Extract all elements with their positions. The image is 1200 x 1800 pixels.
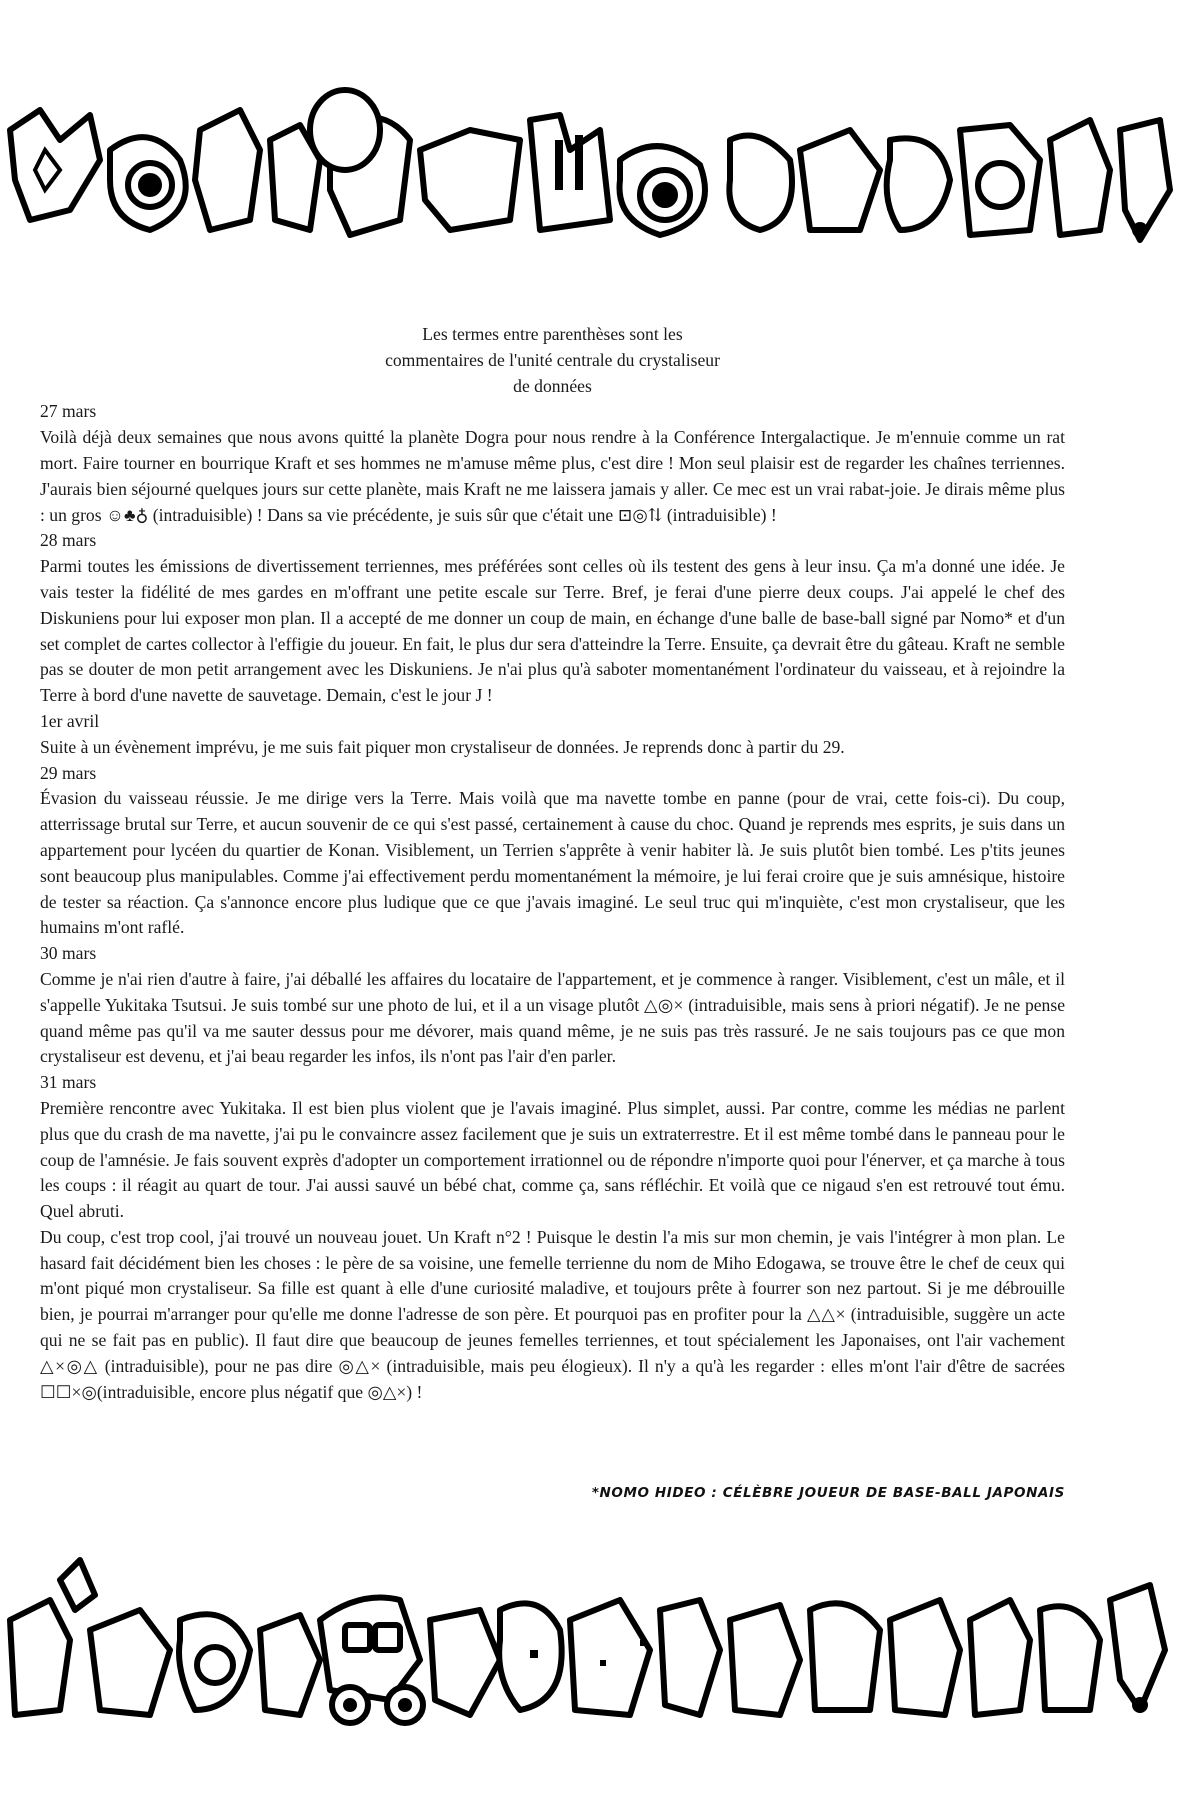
entry-date: 30 mars — [40, 943, 97, 964]
journal-text — [40, 322, 1065, 1405]
intro-line: de données — [513, 375, 592, 396]
intro-line: commentaires de l'unité centrale du crystaliseur — [385, 349, 720, 370]
entry-paragraph: Suite à un évènement imprévu, je me suis fait piquer mon crystaliseur de données. Je reprends donc à partir du 29. — [40, 736, 845, 757]
entry-paragraph: Du coup, c'est trop cool, j'ai trouvé un nouveau jouet. Un Kraft n°2 ! Puisque le destin l'a mis sur mon chemin, je vais l'intégrer à mon plan. Le hasard fait décidément bien les choses : le père de sa voisine, une femelle terrienne du nom de Miho Edogawa, se trouve être le chef de ceux qui m'ont piqué mon crystaliseur. Sa fille est quant à elle d'une curiosité maladive, et toujours prête à fourrer son nez partout. Si je me débrouille bien, je pourrai m'arranger pour qu'elle me donne l'adresse de son père. Et pourquoi pas en profiter pour la △△× (intraduisible, suggère un acte qui ne se fait pas en public). Il faut dire que beaucoup de jeunes femelles terriennes, et tout spécialement les Japonaises, ont l'air vachement △×◎△ (intraduisible), pour ne pas dire ◎△× (intraduisible, mais peu élogieux). Il n'y a qu'à les regarder : elles m'ont l'air d'être de sacrées ☐☐×◎(intraduisible, encore plus négatif que ◎△×) ! — [40, 1226, 1065, 1402]
entry-paragraph: Voilà déjà deux semaines que nous avons quitté la planète Dogra pour nous rendre à la Conférence Intergalactique. Je m'ennuie comme un rat mort. Faire tourner en bourrique Kraft et ses hommes ne m'amuse même plus, c'est dire ! Mon seul plaisir est de regarder les chaînes terriennes. J'aurais bien séjourné quelques jours sur cette planète, mais Kraft ne me laissera jamais y aller. Ce mec est un vrai rabat-joie. Je dirais même plus : un gros ☺♣♁ (intraduisible) ! Dans sa vie précédente, je suis sûr que c'était une ⊡◎⇅ (intraduisible) ! — [40, 427, 1065, 525]
top-doodle-art — [0, 70, 1200, 255]
entry-date: 29 mars — [40, 762, 97, 783]
entry-date: 1er avril — [40, 710, 100, 731]
entry-date: 31 mars — [40, 1072, 97, 1093]
entry-date: 27 mars — [40, 401, 97, 422]
intro-note — [293, 322, 813, 399]
entry-paragraph: Parmi toutes les émissions de divertissement terriennes, mes préférées sont celles où ils testent des gens à leur insu. Ça m'a donné une idée. Je vais tester la fidélité de mes gardes en m'offrant une petite escale sur Terre. Bref, je ferai d'une pierre deux coups. J'ai appelé le chef des Diskuniens pour lui exposer mon plan. Il a accepté de me donner un coup de main, en échange d'une balle de base-ball signé par Nomo* et d'un set complet de cartes collector à l'effigie du joueur. En fait, le plus dur sera d'atteindre la Terre. Ensuite, ça devrait être du gâteau. Kraft ne semble pas se douter de mon petit arrangement avec les Diskuniens. Je n'ai plus qu'à saboter momentanément l'ordinateur du vaisseau, et à rejoindre la Terre à bord d'une navette de sauvetage. Demain, c'est le jour J ! — [40, 556, 1065, 706]
bottom-doodle-border — [0, 1540, 1200, 1740]
entry-date: 28 mars — [40, 530, 97, 551]
top-doodle-border — [0, 70, 1200, 255]
footnote: *NOMO HIDEO : CÉLÈBRE JOUEUR DE BASE-BALL JAPONAIS — [591, 1485, 1065, 1501]
entry-paragraph: Comme je n'ai rien d'autre à faire, j'ai déballé les affaires du locataire de l'appartement, et je commence à ranger. Visiblement, c'est un mâle, et il s'appelle Yukitaka Tsutsui. Je suis tombé sur une photo de lui, et il a un visage plutôt △◎× (intraduisible, mais sens à priori négatif). Je ne pense quand même pas qu'il va me sauter dessus pour me dévorer, mais quand même, je ne suis pas très rassuré. Je ne sais toujours pas ce que mon crystaliseur est devenu, et j'ai beau regarder les infos, ils n'ont pas l'air d'en parler. — [40, 968, 1065, 1067]
entry-paragraph: Évasion du vaisseau réussie. Je me dirige vers la Terre. Mais voilà que ma navette tombe en panne (pour de vrai, cette fois-ci). Du coup, atterrissage brutal sur Terre, et aucun souvenir de ce qui s'est passé, certainement à cause du choc. Quand je reprends mes esprits, je suis dans un appartement pour lycéen du quartier de Konan. Visiblement, un Terrien s'apprête à venir habiter là. Je suis plutôt bien tombé. Les p'tits jeunes sont beaucoup plus manipulables. Comme j'ai effectivement perdu momentanément la mémoire, je lui ferai croire que je suis amnésique, histoire de tester sa réaction. Ça s'annonce encore plus ludique que ce que j'avais imaginé. Le seul truc qui m'inquiète, c'est mon crystaliseur, que les humains m'ont raflé. — [40, 788, 1065, 938]
intro-line: Les termes entre parenthèses sont les — [422, 324, 683, 344]
entry-paragraph: Première rencontre avec Yukitaka. Il est bien plus violent que je l'avais imaginé. Plus simplet, aussi. Par contre, comme les médias ne parlent plus que du crash de ma navette, j'ai pu le convaincre assez facilement que je suis un extraterrestre. Et il est même tombé dans le panneau pour le coup de l'amnésie. Je fais souvent exprès d'adopter un comportement irrationnel ou de répondre n'importe quoi pour l'énerver, et ça marche à tous les coups : il réagit au quart de tour. J'ai aussi sauvé un bébé chat, comme ça, sans réfléchir. Et voilà que ce nigaud s'en est retrouvé tout ému. Quel abruti. — [40, 1097, 1065, 1222]
bottom-doodle-art — [0, 1540, 1200, 1740]
